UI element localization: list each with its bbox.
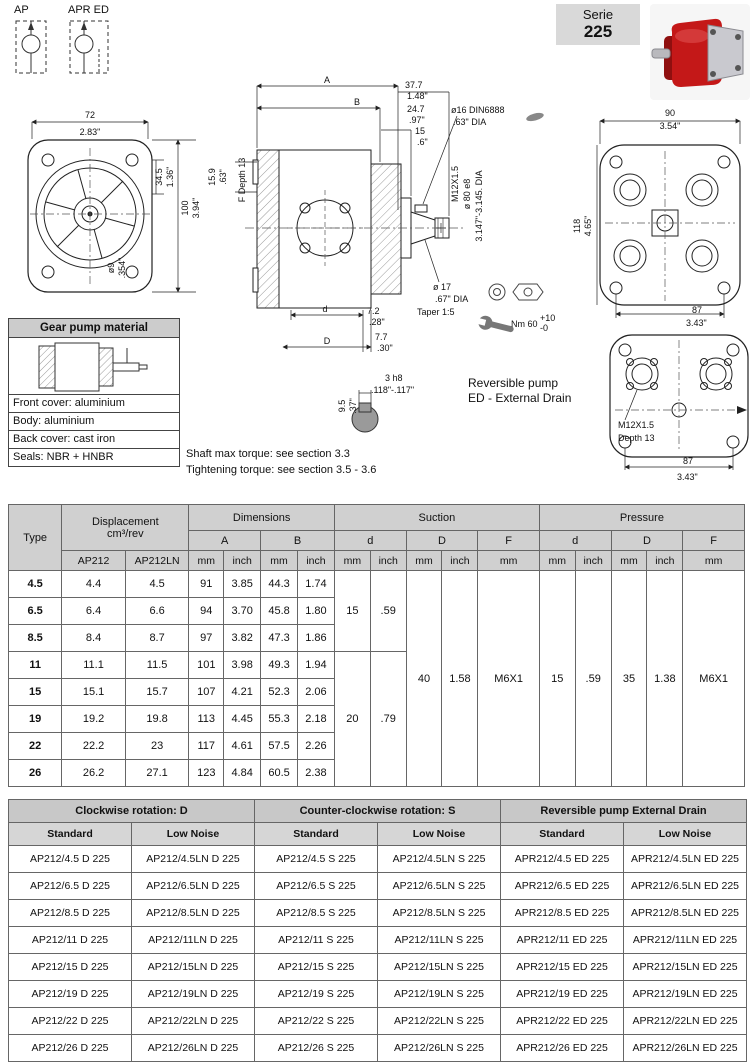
spec-cell: 1.94 xyxy=(297,652,334,679)
order-cell: AP212/26LN S 225 xyxy=(378,1035,501,1062)
spec-cell: 3.70 xyxy=(224,598,261,625)
order-cell: APR212/11 ED 225 xyxy=(501,927,624,954)
spec-header-pressure-d: d xyxy=(539,531,611,551)
key-spec-in-label: .63" DIA xyxy=(453,117,487,127)
spec-cell: 101 xyxy=(189,652,224,679)
order-cell: AP212/6.5LN D 225 xyxy=(132,873,255,900)
order-cell: AP212/22LN D 225 xyxy=(132,1008,255,1035)
spec-header-type: Type xyxy=(9,505,62,571)
spec-unit: mm xyxy=(539,551,575,571)
spec-header-dimensions: Dimensions xyxy=(189,505,335,531)
order-cell: AP212/15LN S 225 xyxy=(378,954,501,981)
order-cell: AP212/19 D 225 xyxy=(9,981,132,1008)
nut-icon xyxy=(513,284,543,300)
spec-header-ap212: AP212 xyxy=(62,551,126,571)
spec-cell: 4.61 xyxy=(224,733,261,760)
spec-cell: 19.2 xyxy=(62,706,126,733)
dim-247-mm: 24.7 xyxy=(407,104,425,114)
material-box xyxy=(8,318,180,467)
front-height-mm: 100 xyxy=(180,200,190,216)
order-cell: AP212/22LN S 225 xyxy=(378,1008,501,1035)
rear-view-ed-drawing xyxy=(585,330,753,488)
pump-product-photo xyxy=(650,4,750,100)
spec-cell: 8.5 xyxy=(9,625,62,652)
spec-cell: 23 xyxy=(125,733,189,760)
order-cell: APR212/22 ED 225 xyxy=(501,1008,624,1035)
shaft-dia-in-label: .67" DIA xyxy=(435,294,469,304)
spec-cell: 11 xyxy=(9,652,62,679)
spec-header-displacement-l1: Displacement xyxy=(92,515,159,528)
spec-cell: 47.3 xyxy=(261,625,298,652)
serie-number: 225 xyxy=(583,22,613,41)
material-seals: Seals: NBR + HNBR xyxy=(9,448,179,466)
order-cell: AP212/22 D 225 xyxy=(9,1008,132,1035)
front-height-in: 3.94" xyxy=(191,197,201,219)
spec-header-pressure: Pressure xyxy=(539,505,744,531)
order-row xyxy=(9,981,747,1008)
spec-cell: 107 xyxy=(189,679,224,706)
material-back-cover: Back cover: cast iron xyxy=(9,430,179,448)
spec-cell: 4.84 xyxy=(224,760,261,787)
order-cell: AP212/6.5LN S 225 xyxy=(378,873,501,900)
spec-cell: 26.2 xyxy=(62,760,126,787)
dim-15-mm: 15 xyxy=(415,126,426,136)
washer-icon xyxy=(489,284,505,300)
rear-view-geometry xyxy=(600,145,740,305)
spec-cell: 6.5 xyxy=(9,598,62,625)
apr-ed-symbol-drawing xyxy=(68,19,110,75)
order-cell: APR212/26 ED 225 xyxy=(501,1035,624,1062)
front-width-in: 2.83" xyxy=(79,127,101,137)
order-cell: APR212/26LN ED 225 xyxy=(624,1035,747,1062)
spec-cell: 1.86 xyxy=(297,625,334,652)
spec-cell-pressure-d-mm: 15 xyxy=(539,571,575,787)
spec-cell: 11.5 xyxy=(125,652,189,679)
order-cell: AP212/19LN D 225 xyxy=(132,981,255,1008)
rear-width-mm: 90 xyxy=(664,108,676,118)
torque-label: Nm 60 xyxy=(511,319,538,329)
torque-plus-label: +10 xyxy=(540,313,556,323)
front-hole-mm: ø9 xyxy=(106,262,116,274)
reversible-pump-line2: ED - External Drain xyxy=(468,391,572,405)
spec-cell: 44.3 xyxy=(261,571,298,598)
order-cell: APR212/6.5LN ED 225 xyxy=(624,873,747,900)
pump-cross-section xyxy=(245,150,463,308)
order-subheader-row xyxy=(9,823,747,846)
order-cell: AP212/26LN D 225 xyxy=(132,1035,255,1062)
dim-B-label: B xyxy=(353,97,361,107)
dim-159-mm: 15.9 xyxy=(207,168,217,186)
spec-cell: 15.7 xyxy=(125,679,189,706)
ed-bolt-in: 3.43" xyxy=(677,472,698,482)
spec-cell-suction-d-mm: 15 xyxy=(334,571,370,652)
order-cell: APR212/6.5 ED 225 xyxy=(501,873,624,900)
spec-header-row-3 xyxy=(9,551,745,571)
spigot-in-label: 3.147"-3.145. DIA xyxy=(474,170,484,242)
spec-cell: 55.3 xyxy=(261,706,298,733)
dim-377-in: 1.48" xyxy=(407,91,428,101)
spec-cell: 3.82 xyxy=(224,625,261,652)
order-cell: AP212/8.5LN D 225 xyxy=(132,900,255,927)
torque-minus-label: -0 xyxy=(540,323,549,333)
front-width-mm: 72 xyxy=(84,110,96,120)
spec-header-A: A xyxy=(189,531,261,551)
spec-cell: 2.26 xyxy=(297,733,334,760)
order-cell: APR212/22LN ED 225 xyxy=(624,1008,747,1035)
order-cell: AP212/11 D 225 xyxy=(9,927,132,954)
order-group-clockwise: Clockwise rotation: D xyxy=(9,800,255,823)
material-front-cover: Front cover: aluminium xyxy=(9,394,179,412)
spec-row xyxy=(9,571,745,598)
order-cell: AP212/11 S 225 xyxy=(255,927,378,954)
spec-cell: 27.1 xyxy=(125,760,189,787)
front-pilot-mm: 34.5 xyxy=(154,168,164,186)
order-subheader: Standard xyxy=(501,823,624,846)
rear-height-mm: 118 xyxy=(572,218,582,234)
spec-unit: inch xyxy=(647,551,683,571)
spec-cell-pressure-D-in: 1.38 xyxy=(647,571,683,787)
spec-header-suction-D: D xyxy=(406,531,478,551)
spec-header-row-1 xyxy=(9,505,745,531)
spec-table xyxy=(8,504,745,787)
order-cell: AP212/19 S 225 xyxy=(255,981,378,1008)
spec-cell: 26 xyxy=(9,760,62,787)
key-height-label: 9.5 xyxy=(337,399,347,413)
shaft-torque-note: Shaft max torque: see section 3.3 xyxy=(186,448,350,460)
dim-77-mm: 7.7 xyxy=(375,332,388,342)
thread-label: M12X1.5 xyxy=(450,165,460,203)
spec-cell: 45.8 xyxy=(261,598,298,625)
spec-cell: 22.2 xyxy=(62,733,126,760)
spec-cell: 4.4 xyxy=(62,571,126,598)
order-cell: AP212/15 D 225 xyxy=(9,954,132,981)
order-cell: AP212/4.5 S 225 xyxy=(255,846,378,873)
spec-cell: 4.21 xyxy=(224,679,261,706)
spec-unit: mm xyxy=(406,551,442,571)
spec-cell: 49.3 xyxy=(261,652,298,679)
dim-72-in: .28" xyxy=(369,317,385,327)
spec-header-suction: Suction xyxy=(334,505,539,531)
order-row xyxy=(9,1008,747,1035)
dim-15-in: .6" xyxy=(417,137,428,147)
front-hole-in: .354" xyxy=(117,257,127,279)
order-subheader: Low Noise xyxy=(378,823,501,846)
spec-header-pressure-F: F xyxy=(683,531,745,551)
rear-bolt-mm: 87 xyxy=(692,305,703,315)
spec-cell: 2.06 xyxy=(297,679,334,706)
spec-unit: mm xyxy=(611,551,647,571)
spec-cell: 91 xyxy=(189,571,224,598)
spec-cell: 113 xyxy=(189,706,224,733)
rear-height-in: 4.65" xyxy=(583,215,593,237)
spec-header-B: B xyxy=(261,531,335,551)
spec-cell: 2.18 xyxy=(297,706,334,733)
spec-cell: 123 xyxy=(189,760,224,787)
spec-unit: inch xyxy=(442,551,478,571)
reversible-pump-note xyxy=(468,376,571,406)
spec-header-pressure-D: D xyxy=(611,531,683,551)
material-box-title: Gear pump material xyxy=(9,319,179,338)
spec-cell: 1.74 xyxy=(297,571,334,598)
spec-cell: 52.3 xyxy=(261,679,298,706)
order-cell: AP212/4.5LN D 225 xyxy=(132,846,255,873)
front-view-drawing xyxy=(10,108,206,320)
order-cell: APR212/11LN ED 225 xyxy=(624,927,747,954)
spec-cell: 8.4 xyxy=(62,625,126,652)
order-table xyxy=(8,799,747,1062)
key-width-in-label: .118"-.117" xyxy=(371,385,415,395)
order-cell: AP212/11LN S 225 xyxy=(378,927,501,954)
spec-unit: inch xyxy=(575,551,611,571)
dim-247-in: .97" xyxy=(409,115,425,125)
spec-header-displacement xyxy=(62,505,189,551)
rear-width-in: 3.54" xyxy=(659,121,681,131)
ap-symbol-drawing xyxy=(14,19,48,75)
spec-cell-pressure-d-in: .59 xyxy=(575,571,611,787)
order-cell: APR212/4.5 ED 225 xyxy=(501,846,624,873)
spec-unit: mm xyxy=(683,551,745,571)
wrench-icon xyxy=(475,314,515,337)
spec-cell: 4.45 xyxy=(224,706,261,733)
dim-f-depth: F Depth 13 xyxy=(237,157,247,203)
spec-cell: 19.8 xyxy=(125,706,189,733)
reversible-pump-line1: Reversible pump xyxy=(468,376,559,390)
order-cell: APR212/19LN ED 225 xyxy=(624,981,747,1008)
spec-cell-suction-d-in: .79 xyxy=(370,652,406,787)
serie-badge xyxy=(556,4,640,45)
spec-cell-suction-d-mm: 20 xyxy=(334,652,370,787)
taper-label: Taper 1:5 xyxy=(417,307,455,317)
spec-cell: 2.38 xyxy=(297,760,334,787)
front-pilot-in: 1.36" xyxy=(165,166,175,188)
port-d-label: d xyxy=(322,304,328,314)
spec-header-suction-F: F xyxy=(478,531,540,551)
order-cell: AP212/26 D 225 xyxy=(9,1035,132,1062)
spec-cell: 11.1 xyxy=(62,652,126,679)
spec-header-displacement-l2: cm³/rev xyxy=(106,527,144,540)
order-row xyxy=(9,927,747,954)
order-subheader: Standard xyxy=(255,823,378,846)
spec-cell: 57.5 xyxy=(261,733,298,760)
spec-cell: 19 xyxy=(9,706,62,733)
hydraulic-symbols xyxy=(14,4,110,75)
order-row xyxy=(9,846,747,873)
spec-cell-pressure-D-mm: 35 xyxy=(611,571,647,787)
order-row xyxy=(9,1035,747,1062)
order-cell: APR212/4.5LN ED 225 xyxy=(624,846,747,873)
order-group-counter-clockwise: Counter-clockwise rotation: S xyxy=(255,800,501,823)
spec-cell: 4.5 xyxy=(125,571,189,598)
spec-unit: mm xyxy=(261,551,298,571)
order-cell: APR212/15LN ED 225 xyxy=(624,954,747,981)
spec-cell: 6.4 xyxy=(62,598,126,625)
rear-view-drawing xyxy=(570,106,753,332)
order-cell: AP212/8.5 D 225 xyxy=(9,900,132,927)
dim-77-in: .30" xyxy=(377,343,393,353)
rear-bolt-in: 3.43" xyxy=(686,318,707,328)
order-cell: AP212/15LN D 225 xyxy=(132,954,255,981)
order-subheader: Low Noise xyxy=(624,823,747,846)
key-height-in-label: .37" xyxy=(348,398,358,414)
order-row xyxy=(9,873,747,900)
apr-ed-symbol xyxy=(68,4,110,75)
material-box-drawing xyxy=(9,338,179,394)
woodruff-key-icon xyxy=(525,111,544,122)
tightening-torque-note: Tightening torque: see section 3.5 - 3.6 xyxy=(186,464,377,476)
order-cell: AP212/6.5 D 225 xyxy=(9,873,132,900)
order-cell: APR212/8.5LN ED 225 xyxy=(624,900,747,927)
ed-thread-label: M12X1.5 xyxy=(618,420,655,430)
order-cell: APR212/8.5 ED 225 xyxy=(501,900,624,927)
spec-unit: inch xyxy=(370,551,406,571)
dim-72-mm: 7.2 xyxy=(367,306,380,316)
order-group-reversible: Reversible pump External Drain xyxy=(501,800,747,823)
order-cell: AP212/6.5 S 225 xyxy=(255,873,378,900)
order-cell: AP212/8.5 S 225 xyxy=(255,900,378,927)
order-cell: AP212/15 S 225 xyxy=(255,954,378,981)
order-subheader: Standard xyxy=(9,823,132,846)
spec-cell-suction-F: M6X1 xyxy=(478,571,540,787)
spec-unit: inch xyxy=(224,551,261,571)
spec-cell: 1.80 xyxy=(297,598,334,625)
ed-depth-label: Depth 13 xyxy=(618,433,655,443)
spec-cell: 60.5 xyxy=(261,760,298,787)
order-cell: APR212/19 ED 225 xyxy=(501,981,624,1008)
order-cell: AP212/22 S 225 xyxy=(255,1008,378,1035)
spec-cell: 15.1 xyxy=(62,679,126,706)
ap-symbol xyxy=(14,4,48,75)
dim-377-mm: 37.7 xyxy=(405,80,423,90)
spec-header-suction-d: d xyxy=(334,531,406,551)
order-group-header-row xyxy=(9,800,747,823)
port-D-label: D xyxy=(323,336,331,346)
spec-cell: 97 xyxy=(189,625,224,652)
front-view-geometry xyxy=(28,140,152,292)
spec-unit: mm xyxy=(334,551,370,571)
spec-cell: 15 xyxy=(9,679,62,706)
ap-symbol-label: AP xyxy=(14,4,29,16)
spec-cell: 3.98 xyxy=(224,652,261,679)
spec-cell: 117 xyxy=(189,733,224,760)
order-subheader: Low Noise xyxy=(132,823,255,846)
dim-A-label: A xyxy=(323,75,331,85)
spec-cell: 22 xyxy=(9,733,62,760)
order-cell: AP212/4.5LN S 225 xyxy=(378,846,501,873)
apr-ed-symbol-label: APR ED xyxy=(68,4,109,16)
order-row xyxy=(9,954,747,981)
spec-cell: 6.6 xyxy=(125,598,189,625)
serie-label: Serie xyxy=(582,7,614,22)
spec-header-ap212ln: AP212LN xyxy=(125,551,189,571)
spec-cell: 3.85 xyxy=(224,571,261,598)
spec-cell-suction-d-in: .59 xyxy=(370,571,406,652)
key-width-label: 3 h8 xyxy=(385,373,403,383)
material-body: Body: aluminium xyxy=(9,412,179,430)
spec-cell-pressure-F: M6X1 xyxy=(683,571,745,787)
key-spec-label: ø16 DIN6888 xyxy=(451,105,505,115)
torque-notes xyxy=(186,446,376,478)
order-cell: APR212/15 ED 225 xyxy=(501,954,624,981)
order-cell: AP212/19LN S 225 xyxy=(378,981,501,1008)
spec-unit: mm xyxy=(189,551,224,571)
order-cell: AP212/4.5 D 225 xyxy=(9,846,132,873)
spec-unit: inch xyxy=(297,551,334,571)
spec-cell: 94 xyxy=(189,598,224,625)
shaft-dia-label: ø 17 xyxy=(433,282,452,292)
order-row xyxy=(9,900,747,927)
spigot-label: ø 80 e8 xyxy=(462,178,472,210)
order-cell: AP212/26 S 225 xyxy=(255,1035,378,1062)
spec-cell: 4.5 xyxy=(9,571,62,598)
spec-unit: mm xyxy=(478,551,540,571)
order-cell: AP212/11LN D 225 xyxy=(132,927,255,954)
spec-cell: 8.7 xyxy=(125,625,189,652)
spec-cell-suction-D-in: 1.58 xyxy=(442,571,478,787)
order-cell: AP212/8.5LN S 225 xyxy=(378,900,501,927)
spec-cell-suction-D-mm: 40 xyxy=(406,571,442,787)
dim-159-in: .63" xyxy=(218,169,228,185)
ed-bolt-mm: 87 xyxy=(683,456,694,466)
